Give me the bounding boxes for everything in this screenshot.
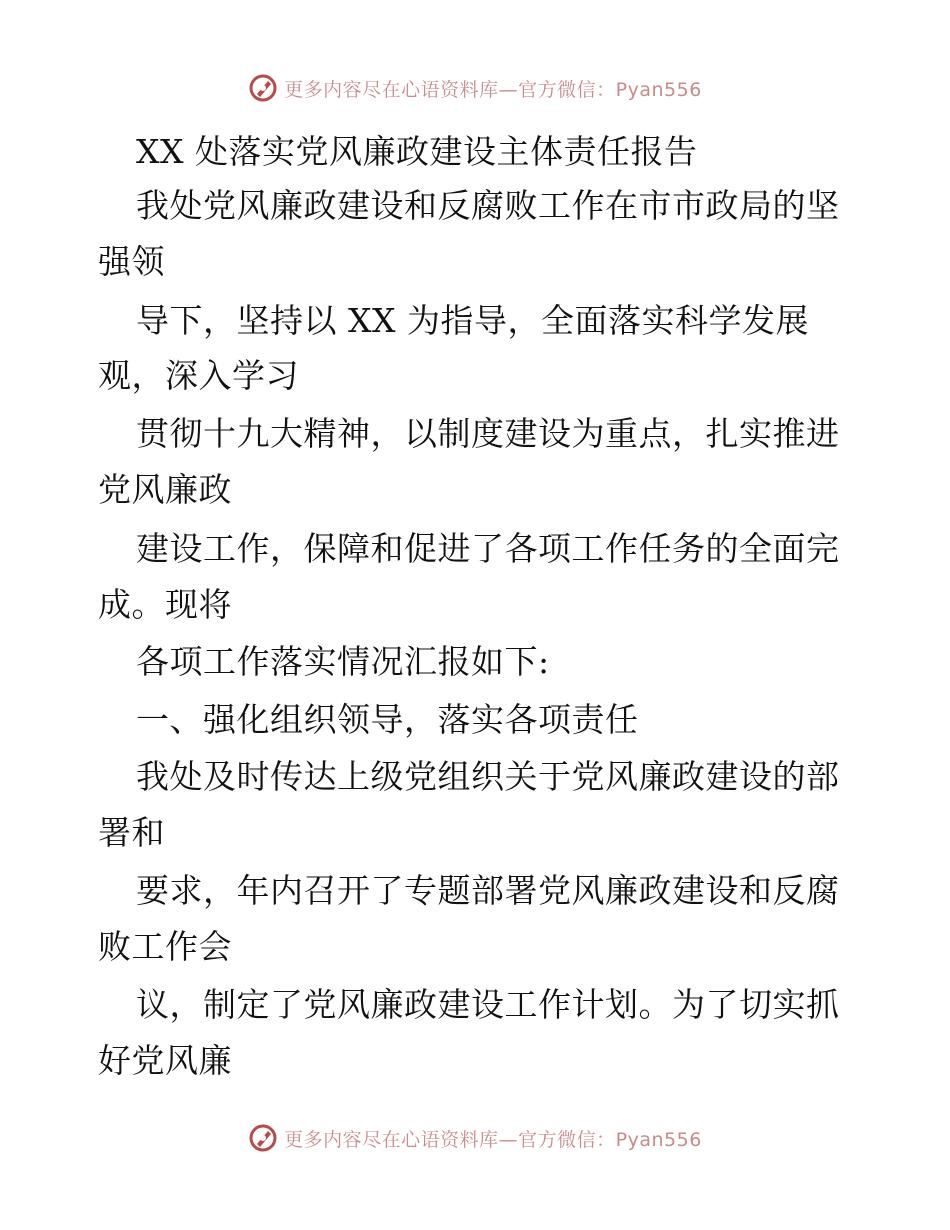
footer-watermark <box>0 1118 950 1158</box>
footer-watermark-text: 更多内容尽在心语资料库—官方微信：Pyan556 <box>284 1128 702 1151</box>
text-line: 党风廉政 <box>98 470 232 509</box>
text-line: 观，深入学习 <box>98 356 299 395</box>
pen-logo-icon <box>248 1123 278 1153</box>
header-watermark <box>0 68 950 108</box>
text-line: 成。现将 <box>98 585 232 624</box>
document-title: XX 处落实党风廉政建设主体责任报告 <box>136 132 698 171</box>
text-line: 强领 <box>98 242 165 281</box>
pen-logo-icon <box>248 73 278 103</box>
header-watermark-text: 更多内容尽在心语资料库—官方微信：Pyan556 <box>284 78 702 101</box>
text-line: 贯彻十九大精神，以制度建设为重点，扎实推进 <box>136 414 840 453</box>
text-line: 署和 <box>98 813 165 852</box>
text-line: 要求，年内召开了专题部署党风廉政建设和反腐 <box>136 871 840 910</box>
text-line: 建设工作，保障和促进了各项工作任务的全面完 <box>136 529 840 568</box>
text-line: 议，制定了党风廉政建设工作计划。为了切实抓 <box>136 985 840 1024</box>
text-line: 导下，坚持以 XX 为指导，全面落实科学发展 <box>136 301 809 340</box>
text-line: 我处党风廉政建设和反腐败工作在市市政局的坚 <box>136 186 840 225</box>
text-line: 败工作会 <box>98 927 232 966</box>
text-line: 好党风廉 <box>98 1041 232 1080</box>
text-line: 我处及时传达上级党组织关于党风廉政建设的部 <box>136 757 840 796</box>
section-heading: 一、强化组织领导，落实各项责任 <box>136 700 639 739</box>
text-line: 各项工作落实情况汇报如下: <box>136 642 550 681</box>
